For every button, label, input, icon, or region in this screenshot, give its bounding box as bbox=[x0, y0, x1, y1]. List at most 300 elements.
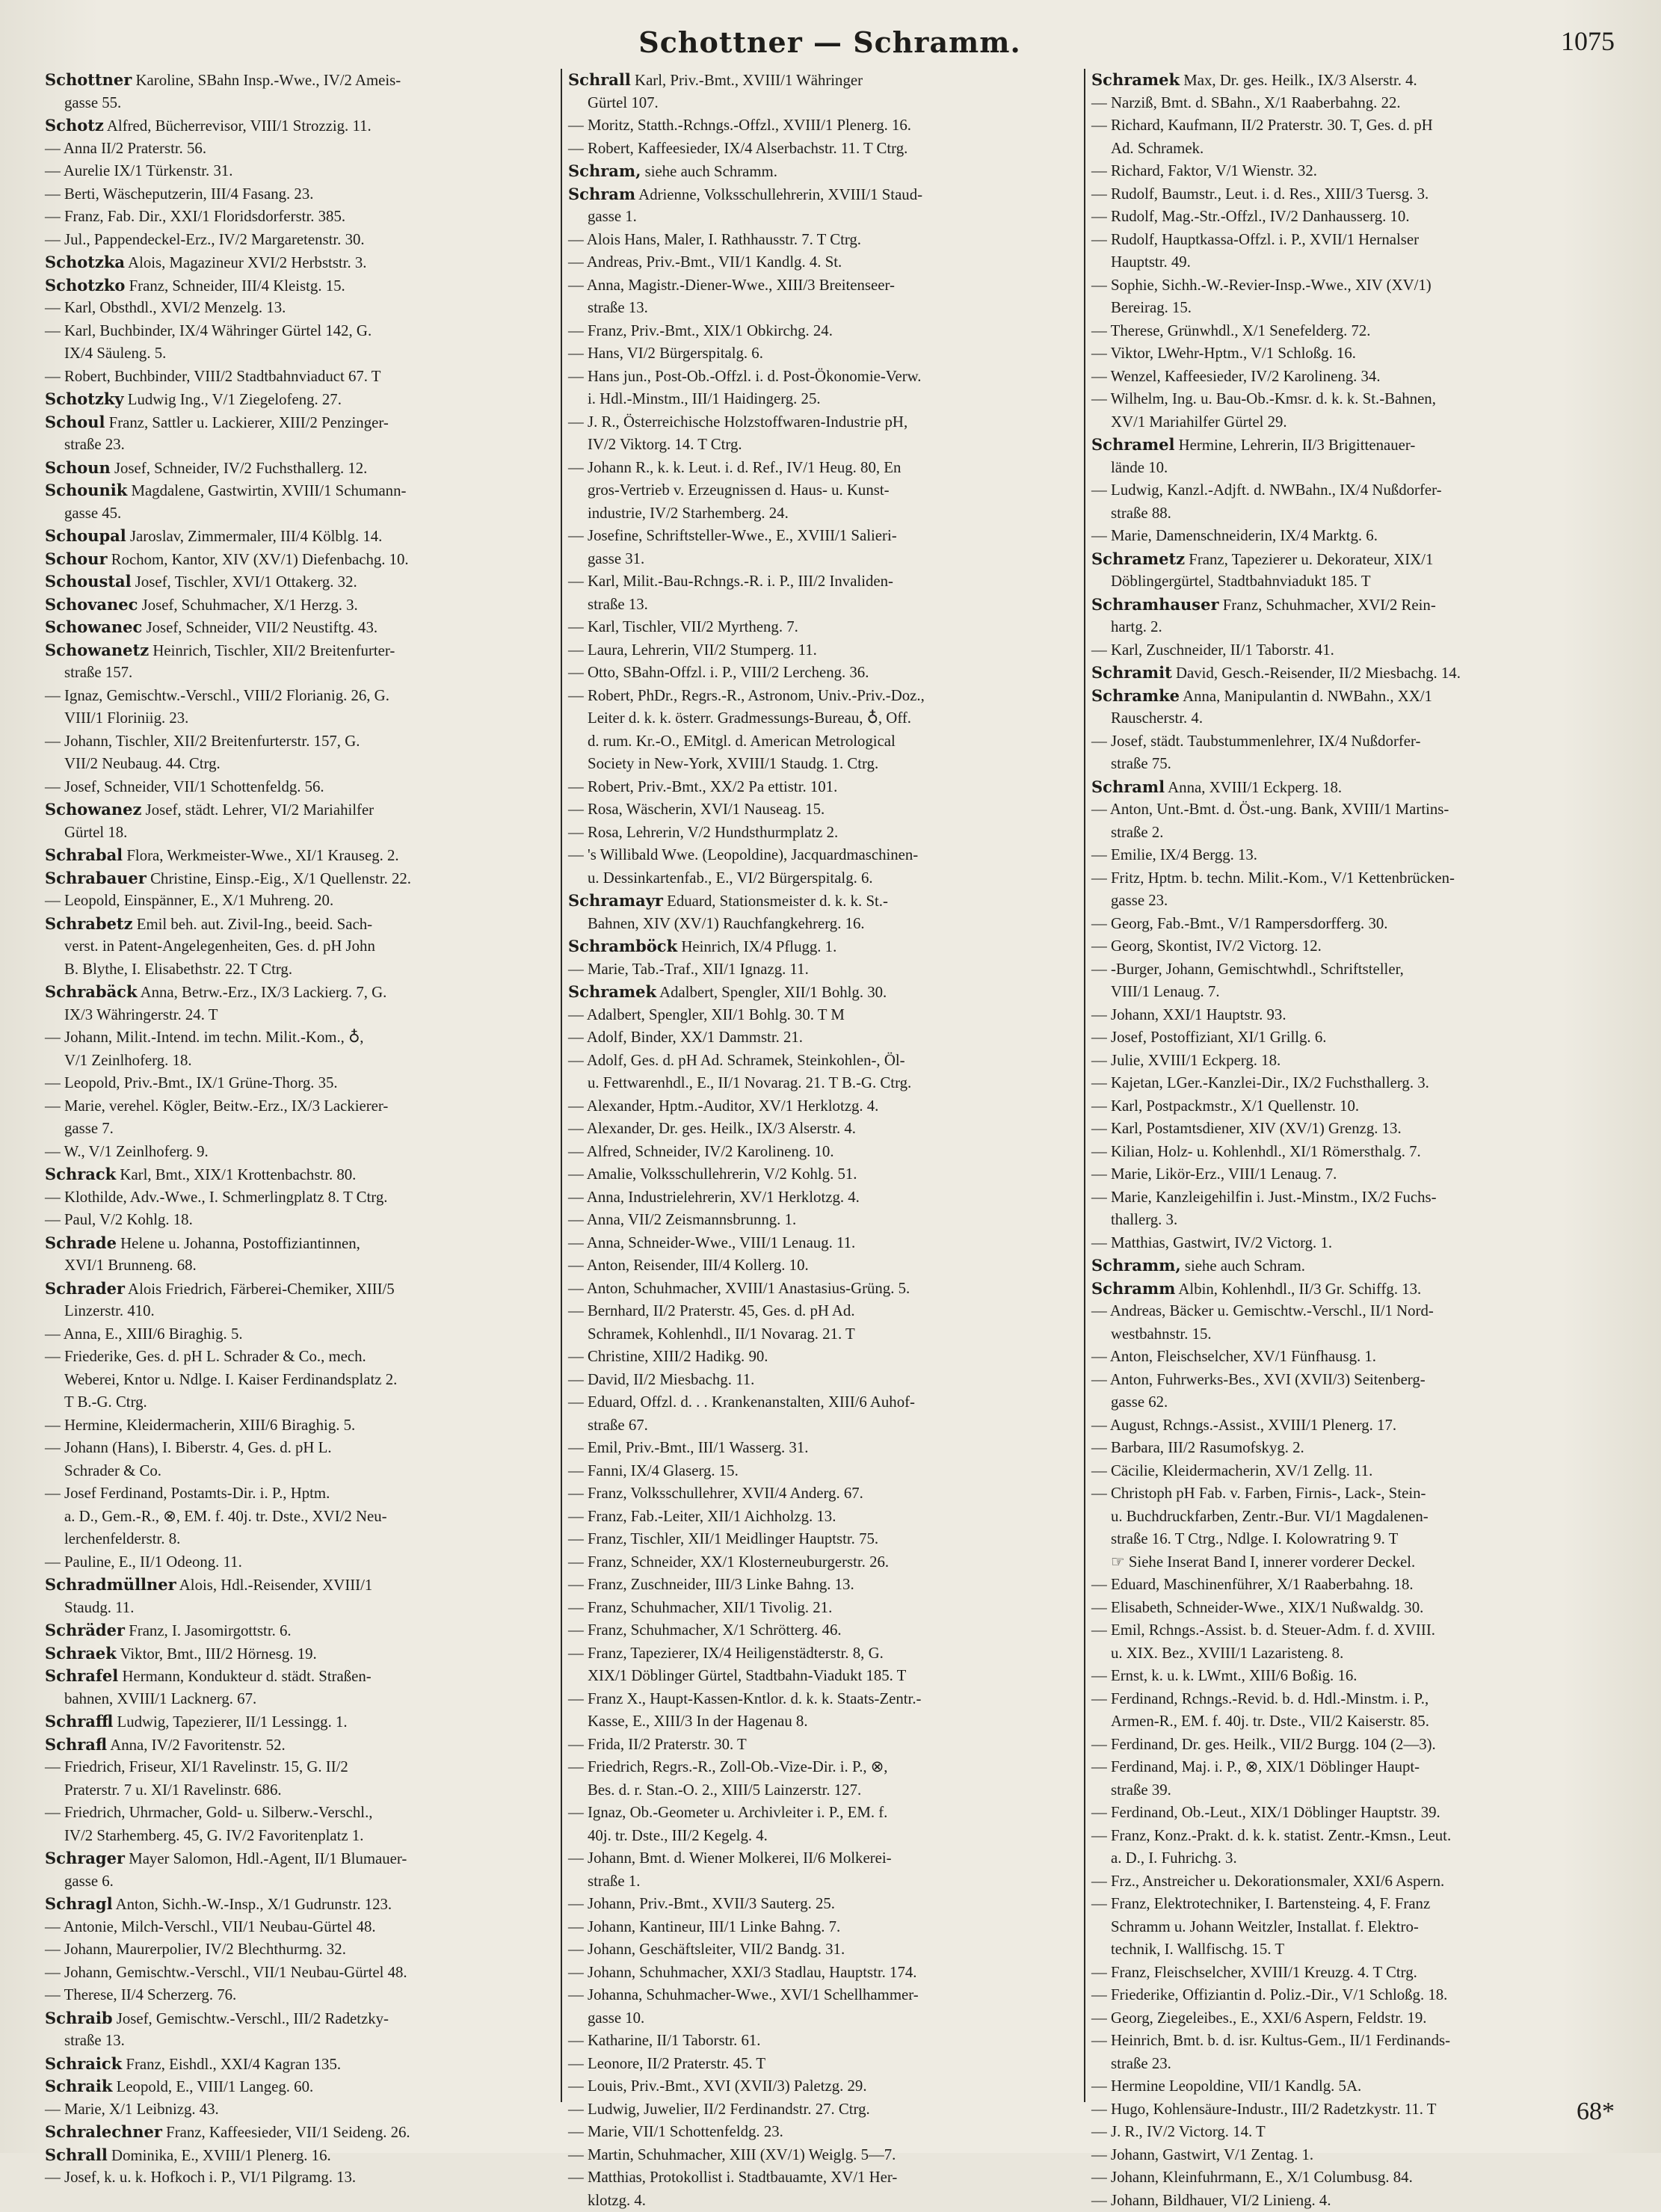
entry-continuation bbox=[1091, 616, 1600, 639]
entry-text: Gürtel 18. bbox=[64, 824, 127, 841]
entry-text: — Ferdinand, Rchngs.-Revid. b. d. Hdl.-Minstm. i. P., bbox=[1091, 1690, 1429, 1707]
surname-heading: Schramke bbox=[1091, 686, 1180, 705]
directory-entry bbox=[568, 776, 1076, 799]
directory-entry bbox=[1091, 1232, 1600, 1255]
entry-text: — Ferdinand, Ob.-Leut., XIX/1 Döblinger Hauptstr. 39. bbox=[1091, 1804, 1440, 1821]
entry-text: VIII/1 Lenaug. 7. bbox=[1111, 983, 1220, 1000]
directory-entry bbox=[45, 1186, 553, 1210]
directory-entry bbox=[45, 183, 553, 206]
entry-text: XIX/1 Döblinger Gürtel, Stadtbahn-Viadukt 185. T bbox=[588, 1667, 906, 1684]
directory-entry bbox=[568, 160, 1076, 183]
surname-heading: Schotzka bbox=[45, 253, 125, 271]
entry-text: Staudg. 11. bbox=[64, 1599, 134, 1616]
surname-heading: Schraek bbox=[45, 1644, 117, 1663]
entry-text: Schrader & Co. bbox=[64, 1462, 161, 1479]
directory-entry bbox=[45, 1574, 553, 1597]
entry-text: Heinrich, Tischler, XII/2 Breitenfurter- bbox=[149, 642, 395, 659]
entry-text: — Marie, X/1 Leibnizg. 43. bbox=[45, 2101, 219, 2118]
directory-entry bbox=[1091, 1962, 1600, 1985]
entry-text: — Josef, Postoffiziant, XI/1 Grillg. 6. bbox=[1091, 1029, 1326, 1046]
entry-text: Hermann, Kondukteur d. städt. Straßen- bbox=[118, 1668, 371, 1685]
entry-text: — Bernhard, II/2 Praterstr. 45, Ges. d. pH Ad. bbox=[568, 1302, 855, 1319]
entry-continuation bbox=[1091, 753, 1600, 776]
directory-entry bbox=[1091, 434, 1600, 457]
entry-text: IX/4 Säuleng. 5. bbox=[64, 345, 166, 362]
directory-entry bbox=[45, 2007, 553, 2030]
entry-text: — Julie, XVIII/1 Eckperg. 18. bbox=[1091, 1052, 1281, 1069]
entry-continuation bbox=[568, 502, 1076, 526]
entry-continuation bbox=[45, 1825, 553, 1848]
directory-entry bbox=[568, 1688, 1076, 1711]
directory-entry bbox=[568, 1186, 1076, 1210]
entry-text: u. Fettwarenhdl., E., II/1 Novarag. 21. T B.-G. Ctrg. bbox=[588, 1074, 911, 1091]
surname-heading: Schram, bbox=[568, 161, 641, 180]
entry-text: — Kilian, Holz- u. Kohlenhdl., XI/1 Römersthalg. 7. bbox=[1091, 1143, 1421, 1160]
directory-entry bbox=[1091, 730, 1600, 754]
entry-text: Leopold, E., VIII/1 Langeg. 60. bbox=[112, 2078, 313, 2095]
entry-text: — Marie, Tab.-Traf., XII/1 Ignazg. 11. bbox=[568, 961, 809, 978]
surname-heading: Schralechner bbox=[45, 2122, 162, 2141]
directory-entry bbox=[45, 1984, 553, 2007]
directory-entry bbox=[1091, 1802, 1600, 1825]
entry-continuation bbox=[45, 92, 553, 115]
entry-text: — Alfred, Schneider, IV/2 Karolineng. 10. bbox=[568, 1143, 834, 1160]
directory-entry bbox=[1091, 1665, 1600, 1688]
directory-entry bbox=[45, 844, 553, 867]
entry-continuation bbox=[568, 867, 1076, 890]
entry-text: — Franz, Tischler, XII/1 Meidlinger Hauptstr. 75. bbox=[568, 1530, 878, 1547]
entry-text: — Ferdinand, Dr. ges. Heilk., VII/2 Burgg. 104 (2—3). bbox=[1091, 1736, 1436, 1753]
directory-entry bbox=[1091, 685, 1600, 708]
surname-heading: Schoustal bbox=[45, 572, 132, 591]
entry-text: Ludwig, Tapezierer, II/1 Lessingg. 1. bbox=[113, 1713, 347, 1731]
entry-text: — Therese, Grünwhdl., X/1 Senefelderg. 72. bbox=[1091, 322, 1371, 339]
directory-entry bbox=[1091, 1369, 1600, 1392]
entry-text: Bes. d. r. Stan.-O. 2., XIII/5 Lainzerstr. 127. bbox=[588, 1781, 861, 1799]
directory-entry bbox=[1091, 1870, 1600, 1894]
directory-entry bbox=[568, 114, 1076, 138]
entry-text: — Hans, VI/2 Bürgerspitalg. 6. bbox=[568, 345, 763, 362]
entry-text: d. rum. Kr.-O., EMitgl. d. American Metrological bbox=[588, 733, 896, 750]
entry-continuation bbox=[45, 662, 553, 685]
entry-text: — Christoph pH Fab. v. Farben, Firnis-, Lack-, Stein- bbox=[1091, 1485, 1426, 1502]
directory-entry bbox=[568, 1232, 1076, 1255]
directory-entry bbox=[568, 2121, 1076, 2144]
directory-entry bbox=[568, 1300, 1076, 1323]
surname-heading: Schoul bbox=[45, 413, 105, 431]
entry-text: u. Dessinkartenfab., E., VI/2 Bürgerspitalg. 6. bbox=[588, 869, 873, 887]
entry-text: Mayer Salomon, Hdl.-Agent, II/1 Blumauer- bbox=[125, 1850, 407, 1867]
column-divider bbox=[1084, 69, 1085, 2102]
entry-text: — Josef Ferdinand, Postamts-Dir. i. P., Hptm. bbox=[45, 1485, 330, 1502]
entry-text: — Fanni, IX/4 Glaserg. 15. bbox=[568, 1462, 739, 1479]
entry-text: Rauscherstr. 4. bbox=[1111, 709, 1203, 727]
entry-text: — Heinrich, Bmt. b. d. isr. Kultus-Gem., II/1 Ferdinands- bbox=[1091, 2032, 1450, 2049]
directory-entry bbox=[45, 548, 553, 571]
entry-text: — Leopold, Priv.-Bmt., IX/1 Grüne-Thorg. 35. bbox=[45, 1074, 338, 1091]
entry-text: — Karl, Postpackmstr., X/1 Quellenstr. 10. bbox=[1091, 1097, 1359, 1115]
directory-entry bbox=[45, 1323, 553, 1346]
entry-text: gasse 45. bbox=[64, 505, 121, 522]
surname-heading: Schrafl bbox=[45, 1735, 107, 1754]
directory-entry bbox=[568, 935, 1076, 958]
surname-heading: Schrafel bbox=[45, 1666, 118, 1685]
entry-text: straße 23. bbox=[64, 436, 125, 453]
entry-text: — Karl, Zuschneider, II/1 Taborstr. 41. bbox=[1091, 641, 1334, 659]
directory-entry bbox=[1091, 1482, 1600, 1506]
entry-text: — Ludwig, Kanzl.-Adjft. d. NWBahn., IX/4 Nußdorfer- bbox=[1091, 481, 1442, 499]
entry-text: — Ludwig, Juwelier, II/2 Ferdinandstr. 27. Ctrg. bbox=[568, 2101, 870, 2118]
entry-text: — Anton, Fuhrwerks-Bes., XVI (XVII/3) Seitenberg- bbox=[1091, 1371, 1426, 1388]
entry-text: — Franz, Tapezierer, IX/4 Heiligenstädterstr. 8, G. bbox=[568, 1645, 884, 1662]
entry-text: — Laura, Lehrerin, VII/2 Stumperg. 11. bbox=[568, 641, 817, 659]
entry-text: — Richard, Faktor, V/1 Wienstr. 32. bbox=[1091, 162, 1317, 179]
entry-text: — Rosa, Lehrerin, V/2 Hundsthurmplatz 2. bbox=[568, 824, 838, 841]
directory-entry bbox=[45, 570, 553, 594]
directory-entry bbox=[568, 1026, 1076, 1050]
entry-text: straße 157. bbox=[64, 664, 132, 681]
directory-column-1 bbox=[45, 69, 553, 2102]
entry-text: — Friederike, Ges. d. pH L. Schrader & Co., mech. bbox=[45, 1348, 366, 1365]
entry-continuation bbox=[568, 1323, 1076, 1346]
entry-text: siehe auch Schram. bbox=[1181, 1257, 1305, 1275]
entry-text: — Robert, Priv.-Bmt., XX/2 Pa ettistr. 101. bbox=[568, 778, 837, 795]
directory-entry bbox=[568, 685, 1076, 708]
directory-entry bbox=[1091, 913, 1600, 936]
directory-entry bbox=[568, 366, 1076, 389]
entry-text: — Aurelie IX/1 Türkenstr. 31. bbox=[45, 162, 232, 179]
surname-heading: Schrager bbox=[45, 1849, 125, 1867]
entry-continuation bbox=[45, 1300, 553, 1323]
entry-text: VII/2 Neubaug. 44. Ctrg. bbox=[64, 755, 221, 772]
entry-text: — Rosa, Wäscherin, XVI/1 Nauseag. 15. bbox=[568, 801, 825, 818]
directory-entry bbox=[45, 1551, 553, 1574]
entry-text: — Johann, Kantineur, III/1 Linke Bahng. 7. bbox=[568, 1918, 840, 1935]
entry-text: B. Blythe, I. Elisabethstr. 22. T Ctrg. bbox=[64, 961, 292, 978]
entry-text: Heinrich, IX/4 Pflugg. 1. bbox=[677, 938, 836, 955]
directory-entry bbox=[45, 138, 553, 161]
directory-entry bbox=[568, 183, 1076, 206]
surname-heading: Schounik bbox=[45, 481, 127, 499]
directory-entry bbox=[1091, 2007, 1600, 2030]
signature-mark: 68* bbox=[1577, 2098, 1615, 2126]
directory-entry bbox=[45, 251, 553, 274]
entry-text: Josef, Schneider, VII/2 Neustiftg. 43. bbox=[142, 619, 378, 636]
directory-entry bbox=[45, 2075, 553, 2098]
directory-column-2 bbox=[568, 69, 1076, 2102]
entry-text: — J. R., IV/2 Victorg. 14. T bbox=[1091, 2123, 1266, 2140]
entry-text: — Robert, Buchbinder, VIII/2 Stadtbahnviaduct 67. T bbox=[45, 368, 381, 385]
directory-entry bbox=[1091, 1072, 1600, 1095]
entry-text: — Johann, Tischler, XII/2 Breitenfurterstr. 157, G. bbox=[45, 733, 360, 750]
directory-entry bbox=[1091, 1118, 1600, 1141]
surname-heading: Schraml bbox=[1091, 777, 1165, 796]
entry-text: — Berti, Wäscheputzerin, III/4 Fasang. 23. bbox=[45, 185, 313, 203]
entry-text: — Martin, Schuhmacher, XIII (XV/1) Weiglg. 5—7. bbox=[568, 2146, 896, 2163]
entry-text: — Sophie, Sichh.-W.-Revier-Insp.-Wwe., XIV (XV/1) bbox=[1091, 277, 1432, 294]
entry-text: lände 10. bbox=[1111, 459, 1168, 476]
entry-continuation bbox=[1091, 1916, 1600, 1939]
entry-text: Adalbert, Spengler, XII/1 Bohlg. 30. bbox=[656, 984, 887, 1001]
entry-text: Ad. Schramek. bbox=[1111, 140, 1204, 157]
entry-continuation bbox=[45, 342, 553, 366]
entry-text: — Eduard, Offzl. d. . . Krankenanstalten, XIII/6 Auhof- bbox=[568, 1393, 915, 1411]
directory-entry bbox=[568, 411, 1076, 434]
entry-text: — Amalie, Volksschullehrerin, V/2 Kohlg. 51. bbox=[568, 1165, 857, 1183]
entry-continuation bbox=[1091, 297, 1600, 320]
entry-continuation bbox=[568, 1665, 1076, 1688]
entry-text: Franz, I. Jasomirgottstr. 6. bbox=[125, 1622, 292, 1639]
entry-text: straße 67. bbox=[588, 1417, 648, 1434]
entry-text: — Matthias, Gastwirt, IV/2 Victorg. 1. bbox=[1091, 1234, 1332, 1251]
surname-heading: Schovanec bbox=[45, 595, 138, 614]
directory-entry bbox=[568, 1802, 1076, 1825]
entry-continuation bbox=[1091, 1528, 1600, 1551]
surname-heading: Schrall bbox=[45, 2145, 108, 2164]
directory-entry bbox=[45, 1072, 553, 1095]
entry-text: Hauptstr. 49. bbox=[1111, 253, 1191, 271]
entry-text: — Johann, Gastwirt, V/1 Zentag. 1. bbox=[1091, 2146, 1313, 2163]
entry-text: Karl, Priv.-Bmt., XVIII/1 Währinger bbox=[631, 72, 863, 89]
directory-entry bbox=[568, 274, 1076, 298]
entry-text: — Franz, Volksschullehrer, XVII/4 Anderg. 67. bbox=[568, 1485, 863, 1502]
entry-continuation bbox=[45, 822, 553, 845]
entry-continuation bbox=[1091, 1938, 1600, 1962]
directory-entry bbox=[568, 822, 1076, 845]
directory-entry bbox=[1091, 1984, 1600, 2007]
entry-text: — August, Rchngs.-Assist., XVIII/1 Plenerg. 17. bbox=[1091, 1417, 1396, 1434]
directory-entry bbox=[1091, 1095, 1600, 1118]
entry-text: Albin, Kohlenhdl., II/3 Gr. Schiffg. 13. bbox=[1175, 1281, 1421, 1298]
entry-text: Alfred, Bücherrevisor, VIII/1 Strozzig. 11. bbox=[104, 117, 372, 135]
entry-text: — Johann, Bmt. d. Wiener Molkerei, II/6 Molkerei- bbox=[568, 1849, 892, 1867]
entry-text: gasse 6. bbox=[64, 1873, 114, 1890]
directory-entry bbox=[45, 1665, 553, 1688]
entry-text: — Andreas, Bäcker u. Gemischtw.-Verschl., II/1 Nord- bbox=[1091, 1302, 1434, 1319]
entry-text: — Franz, Fab. Dir., XXI/1 Floridsdorferstr. 385. bbox=[45, 208, 345, 225]
directory-entry bbox=[45, 1619, 553, 1642]
entry-text: — Johann, Gemischtw.-Verschl., VII/1 Neubau-Gürtel 48. bbox=[45, 1964, 407, 1981]
entry-text: — Alexander, Dr. ges. Heilk., IX/3 Alserstr. 4. bbox=[568, 1120, 856, 1137]
entry-text: Praterstr. 7 u. XI/1 Ravelinstr. 686. bbox=[64, 1781, 282, 1799]
directory-entry bbox=[1091, 1026, 1600, 1050]
surname-heading: Schraib bbox=[45, 2009, 113, 2027]
directory-entry bbox=[1091, 1414, 1600, 1438]
directory-entry bbox=[1091, 1300, 1600, 1323]
entry-text: Josef, Schneider, IV/2 Fuchsthallerg. 12. bbox=[111, 460, 368, 477]
directory-entry bbox=[1091, 662, 1600, 685]
directory-entry bbox=[568, 1619, 1076, 1642]
entry-text: — Johann, XXI/1 Hauptstr. 93. bbox=[1091, 1006, 1286, 1023]
directory-entry bbox=[45, 479, 553, 502]
entry-continuation bbox=[568, 92, 1076, 115]
surname-heading: Schoun bbox=[45, 458, 111, 477]
entry-text: — Georg, Fab.-Bmt., V/1 Rampersdorfferg. 30. bbox=[1091, 915, 1387, 932]
entry-continuation bbox=[568, 913, 1076, 936]
entry-text: siehe auch Schramm. bbox=[641, 163, 777, 180]
entry-text: — Kajetan, LGer.-Kanzlei-Dir., IX/2 Fuchsthallerg. 3. bbox=[1091, 1074, 1429, 1091]
directory-entry bbox=[568, 1574, 1076, 1597]
surname-heading: Schrall bbox=[568, 70, 631, 89]
entry-text: Kasse, E., XIII/3 In der Hagenau 8. bbox=[588, 1713, 808, 1730]
directory-entry bbox=[45, 2144, 553, 2167]
entry-continuation bbox=[1091, 1710, 1600, 1734]
entry-text: westbahnstr. 15. bbox=[1111, 1325, 1212, 1343]
entry-text: — Anna, VII/2 Zeismannsbrunng. 1. bbox=[568, 1211, 796, 1228]
directory-entry bbox=[568, 1756, 1076, 1779]
directory-entry bbox=[1091, 1756, 1600, 1779]
entry-text: — Jul., Pappendeckel-Erz., IV/2 Margaretenstr. 30. bbox=[45, 231, 365, 248]
entry-text: u. XIX. Bez., XVIII/1 Lazaristeng. 8. bbox=[1111, 1645, 1343, 1662]
directory-entry bbox=[1091, 2190, 1600, 2212]
entry-continuation bbox=[45, 1118, 553, 1141]
entry-continuation bbox=[568, 730, 1076, 754]
entry-text: — Friedrich, Uhrmacher, Gold- u. Silberw.-Verschl., bbox=[45, 1804, 372, 1821]
entry-text: — Anna, Magistr.-Diener-Wwe., XIII/3 Breitenseer- bbox=[568, 277, 895, 294]
directory-entry bbox=[568, 1734, 1076, 1757]
directory-entry bbox=[1091, 935, 1600, 958]
entry-continuation bbox=[568, 594, 1076, 617]
running-title: Schottner — Schramm. bbox=[45, 25, 1615, 59]
entry-continuation bbox=[45, 1391, 553, 1414]
entry-text: — Johann, Bildhauer, VI/2 Linieng. 4. bbox=[1091, 2192, 1331, 2209]
entry-text: — Hans jun., Post-Ob.-Offzl. i. d. Post-Ökonomie-Verw. bbox=[568, 368, 922, 385]
entry-text: Eduard, Stationsmeister d. k. k. St.- bbox=[663, 893, 888, 910]
entry-text: Döblingergürtel, Stadtbahnviadukt 185. T bbox=[1111, 573, 1371, 590]
entry-text: — Barbara, III/2 Rasumofskyg. 2. bbox=[1091, 1439, 1304, 1456]
directory-entry bbox=[1091, 342, 1600, 366]
entry-continuation bbox=[45, 1369, 553, 1392]
entry-continuation bbox=[45, 753, 553, 776]
directory-entry bbox=[568, 1528, 1076, 1551]
entry-text: Schramek, Kohlenhdl., II/1 Novarag. 21. T bbox=[588, 1325, 855, 1343]
entry-text: — Rudolf, Hauptkassa-Offzl. i. P., XVII/1 Hernalser bbox=[1091, 231, 1419, 248]
directory-entry bbox=[45, 639, 553, 662]
entry-text: klotzg. 4. bbox=[588, 2192, 646, 2209]
surname-heading: Schrabäck bbox=[45, 982, 138, 1001]
entry-text: industrie, IV/2 Starhemberg. 24. bbox=[588, 505, 789, 522]
entry-text: — Hermine, Kleidermacherin, XIII/6 Biraghig. 5. bbox=[45, 1417, 355, 1434]
entry-text: straße 13. bbox=[64, 2032, 125, 2049]
entry-text: Alois Friedrich, Färberei-Chemiker, XIII/5 bbox=[125, 1281, 395, 1298]
directory-entry bbox=[45, 297, 553, 320]
entry-text: — Katharine, II/1 Taborstr. 61. bbox=[568, 2032, 760, 2049]
entry-text: — Anton, Reisender, III/4 Kollerg. 10. bbox=[568, 1257, 809, 1274]
directory-entry bbox=[45, 1163, 553, 1186]
directory-entry bbox=[1091, 1278, 1600, 1301]
entry-text: — Anton, Fleischselcher, XV/1 Fünfhausg. 1. bbox=[1091, 1348, 1376, 1365]
directory-entry bbox=[568, 1847, 1076, 1870]
directory-entry bbox=[45, 776, 553, 799]
entry-text: Karoline, SBahn Insp.-Wwe., IV/2 Ameis- bbox=[132, 72, 401, 89]
surname-heading: Schraffl bbox=[45, 1712, 113, 1731]
directory-entry bbox=[568, 2098, 1076, 2122]
entry-continuation bbox=[1091, 251, 1600, 274]
entry-text: gasse 62. bbox=[1111, 1393, 1168, 1411]
directory-entry bbox=[1091, 525, 1600, 548]
entry-text: Anna, Betrw.-Erz., IX/3 Lackierg. 7, G. bbox=[138, 984, 387, 1001]
entry-text: — Josef, k. u. k. Hofkoch i. P., VI/1 Pilgramg. 13. bbox=[45, 2169, 356, 2186]
directory-entry bbox=[45, 1209, 553, 1232]
entry-text: IV/2 Starhemberg. 45, G. IV/2 Favoritenplatz 1. bbox=[64, 1827, 363, 1844]
entry-text: — Therese, II/4 Scherzerg. 76. bbox=[45, 1986, 236, 2003]
entry-continuation bbox=[45, 434, 553, 457]
entry-text: — Adolf, Binder, XX/1 Dammstr. 21. bbox=[568, 1029, 803, 1046]
entry-text: — Georg, Skontist, IV/2 Victorg. 12. bbox=[1091, 937, 1322, 955]
directory-entry bbox=[45, 114, 553, 138]
entry-text: — W., V/1 Zeinlhoferg. 9. bbox=[45, 1143, 209, 1160]
entry-continuation bbox=[1091, 1779, 1600, 1802]
entry-continuation bbox=[45, 1688, 553, 1711]
directory-entry bbox=[45, 1141, 553, 1164]
directory-entry bbox=[568, 1916, 1076, 1939]
entry-text: — Johann, Geschäftsleiter, VII/2 Bandg. 31. bbox=[568, 1941, 845, 1958]
entry-text: IV/2 Viktorg. 14. T Ctrg. bbox=[588, 436, 742, 453]
entry-text: gasse 10. bbox=[588, 2009, 644, 2027]
entry-text: — Viktor, LWehr-Hptm., V/1 Schloßg. 16. bbox=[1091, 345, 1356, 362]
entry-text: Emil beh. aut. Zivil-Ing., beeid. Sach- bbox=[133, 916, 373, 933]
entry-continuation bbox=[1091, 822, 1600, 845]
directory-entry bbox=[1091, 1460, 1600, 1483]
entry-text: — Karl, Postamtsdiener, XIV (XV/1) Grenzg. 13. bbox=[1091, 1120, 1402, 1137]
entry-text: Max, Dr. ges. Heilk., IX/3 Alserstr. 4. bbox=[1180, 72, 1417, 89]
entry-continuation bbox=[45, 502, 553, 526]
entry-text: Rochom, Kantor, XIV (XV/1) Diefenbachg. 10. bbox=[108, 551, 409, 568]
directory-entry bbox=[1091, 229, 1600, 252]
entry-text: — Richard, Kaufmann, II/2 Praterstr. 30. T, Ges. d. pH bbox=[1091, 117, 1433, 134]
entry-text: — Frz., Anstreicher u. Dekorationsmaler, XXI/6 Aspern. bbox=[1091, 1873, 1444, 1890]
entry-text: — Louis, Priv.-Bmt., XVI (XVII/3) Paletzg. 29. bbox=[568, 2077, 867, 2095]
entry-text: Alois, Magazineur XVI/2 Herbststr. 3. bbox=[125, 254, 366, 271]
entry-text: — Ferdinand, Maj. i. P., ⊗, XIX/1 Döblinger Haupt- bbox=[1091, 1758, 1420, 1775]
entry-continuation bbox=[568, 434, 1076, 457]
directory-entry bbox=[45, 798, 553, 822]
directory-entry bbox=[45, 685, 553, 708]
directory-entry bbox=[1091, 1734, 1600, 1757]
entry-continuation bbox=[568, 2007, 1076, 2030]
entry-text: — Johanna, Schuhmacher-Wwe., XVI/1 Schellhammer- bbox=[568, 1986, 919, 2003]
entry-continuation bbox=[568, 206, 1076, 229]
directory-entry bbox=[1091, 1050, 1600, 1073]
surname-heading: Schotzko bbox=[45, 276, 125, 295]
directory-entry bbox=[568, 1437, 1076, 1460]
entry-text: — Franz, Zuschneider, III/3 Linke Bahng. 13. bbox=[568, 1576, 854, 1593]
entry-text: — Anton, Unt.-Bmt. d. Öst.-ung. Bank, XVIII/1 Martins- bbox=[1091, 801, 1449, 818]
entry-text: — Hugo, Kohlensäure-Industr., III/2 Radetzkystr. 11. T bbox=[1091, 2101, 1437, 2118]
entry-text: — Franz, Schneider, XX/1 Klosterneuburgerstr. 26. bbox=[568, 1553, 889, 1571]
entry-text: gasse 7. bbox=[64, 1120, 114, 1137]
directory-entry bbox=[1091, 2121, 1600, 2144]
directory-entry bbox=[45, 867, 553, 890]
entry-text: — Ernst, k. u. k. LWmt., XIII/6 Boßig. 16. bbox=[1091, 1667, 1357, 1684]
entry-text: — Marie, verehel. Kögler, Beitw.-Erz., IX/3 Lackierer- bbox=[45, 1097, 388, 1115]
directory-entry bbox=[568, 1551, 1076, 1574]
entry-continuation bbox=[1091, 1642, 1600, 1666]
entry-continuation bbox=[45, 2030, 553, 2053]
entry-continuation bbox=[568, 753, 1076, 776]
entry-text: hartg. 2. bbox=[1111, 618, 1162, 635]
entry-continuation bbox=[45, 935, 553, 958]
surname-heading: Schour bbox=[45, 549, 108, 568]
directory-entry bbox=[568, 1118, 1076, 1141]
entry-text: Weberei, Kntor u. Ndlge. I. Kaiser Ferdinandsplatz 2. bbox=[64, 1371, 397, 1388]
surname-heading: Schotzky bbox=[45, 389, 124, 408]
entry-text: bahnen, XVIII/1 Lacknerg. 67. bbox=[64, 1690, 256, 1707]
entry-continuation bbox=[45, 1050, 553, 1073]
entry-continuation bbox=[1091, 1551, 1600, 1574]
directory-entry bbox=[568, 958, 1076, 982]
entry-text: — Frida, II/2 Praterstr. 30. T bbox=[568, 1736, 747, 1753]
